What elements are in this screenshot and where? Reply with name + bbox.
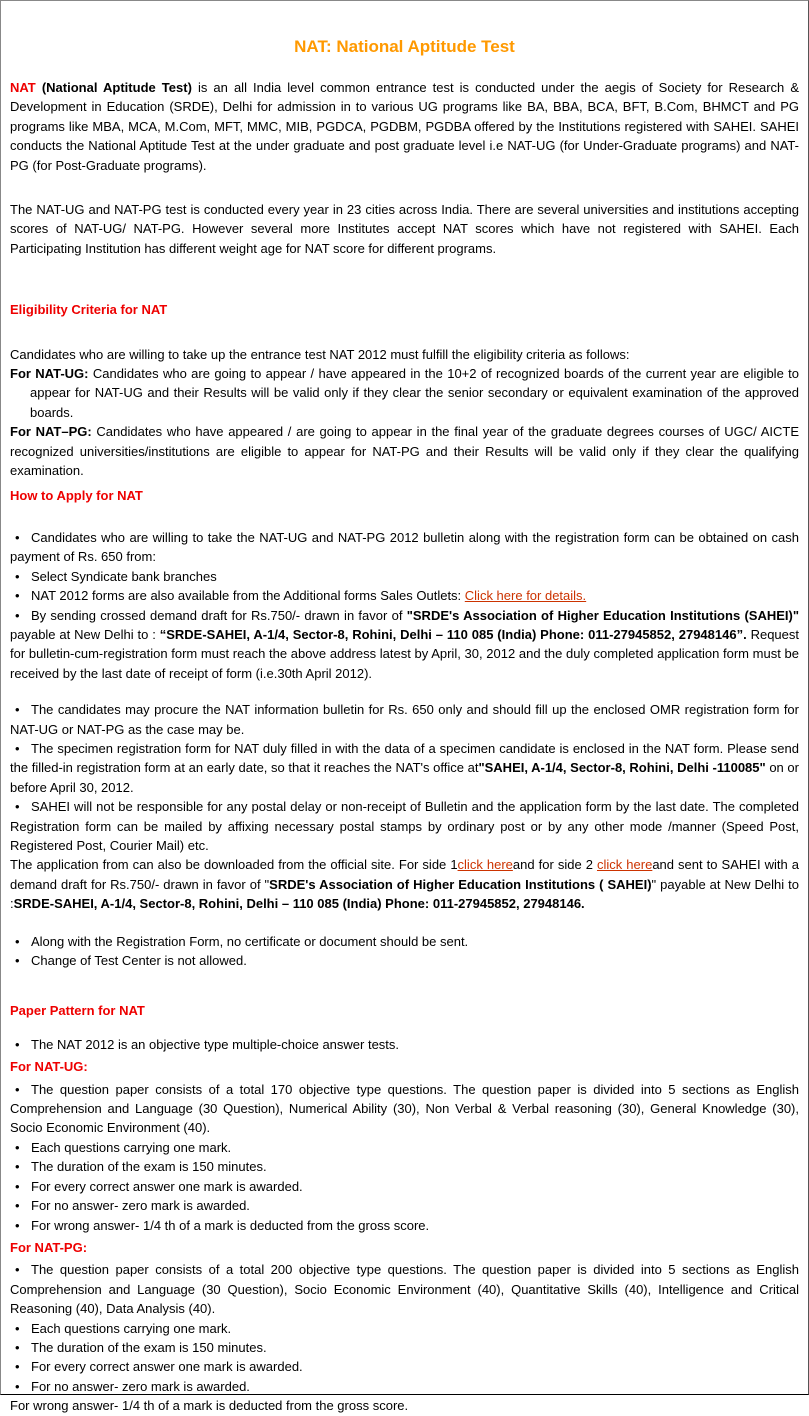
list-item [10, 1319, 799, 1338]
list-item-text: The specimen registration form for NAT duly filled in with the data of a specimen candidate is enclosed in the NAT form. Please send the filled-in registration form at an early date, so that it reaches the NAT's office at [10, 740, 799, 776]
list-item [10, 739, 799, 797]
bullet-icon: • [15, 588, 20, 604]
bullet-icon: • [15, 568, 20, 584]
nat-abbreviation: NAT [10, 80, 36, 95]
sahei-address-bold: “SRDE-SAHEI, A-1/4, Sector-8, Rohini, Delhi – 110 085 (India) Phone: 011-27945852, 27948146”. [159, 626, 747, 642]
list-item-text: Each questions carrying one mark. [31, 1139, 232, 1155]
download-text: and sent to SAHEI with a demand draft for Rs.750/- drawn in favor of " [10, 857, 799, 892]
sahei-office-bold: "SAHEI, A-1/4, Sector-8, Rohini, Delhi -110085" [478, 760, 766, 776]
bullet-icon: • [15, 1081, 20, 1097]
bullet-icon: • [15, 1320, 20, 1336]
overview-paragraph: The NAT-UG and NAT-PG test is conducted every year in 23 cities across India. There are several universities and institutions accepting scores of NAT-UG/ NAT-PG. However several more Institutes accept NAT scores which have not registered with SAHEI. Each Participating Institution has different weight age for NAT score for different programs. [10, 202, 799, 256]
list-item [10, 1157, 799, 1176]
bullet-icon: • [15, 1178, 20, 1194]
bullet-icon: • [15, 1339, 20, 1355]
bullet-icon: • [15, 1159, 20, 1175]
list-item-text: For no answer- zero mark is awarded. [31, 1378, 250, 1394]
list-item [10, 1216, 799, 1235]
list-item-text: SAHEI will not be responsible for any postal delay or non-receipt of Bulletin and the application form by the last date. The completed Registration form can be mailed by affixing necessary postal stamps by ordinary post or by any other mode /manner (Speed Post, Registered Post, Courier Mail) etc. [10, 799, 799, 853]
bullet-icon: • [15, 1036, 20, 1052]
nat-ug-text: Candidates who are going to appear / have appeared in the 10+2 of recognized boards of the current year are eligible to appear for NAT-UG and their Results will be valid only if they clear the senior secondary or equivalent examination of the approved boards. [30, 366, 799, 420]
list-item [10, 932, 799, 951]
list-item [10, 1035, 799, 1054]
download-text: The application from can also be downloaded from the official site. For side 1 [10, 857, 458, 873]
eligibility-ug [10, 364, 799, 422]
list-item [10, 586, 799, 605]
list-item-text: The duration of the exam is 150 minutes. [31, 1339, 267, 1355]
bullet-icon: • [15, 702, 20, 718]
list-item [10, 797, 799, 855]
eligibility-heading: Eligibility Criteria for NAT [10, 302, 168, 318]
bullet-icon: • [15, 953, 20, 969]
list-item-text: By sending crossed demand draft for Rs.750/- drawn in favor of [31, 607, 407, 623]
eligibility-intro: Candidates who are willing to take up the entrance test NAT 2012 must fulfill the eligibility criteria as follows: [10, 346, 630, 362]
final-line: For wrong answer- 1/4 th of a mark is deducted from the gross score. [10, 1398, 409, 1414]
list-item-text: on or before April 30, 2012. [10, 760, 799, 795]
bullet-icon: • [15, 529, 20, 545]
bullet-icon: • [15, 933, 20, 949]
sahei-name-bold: "SRDE's Association of Higher Education Institutions (SAHEI)" [406, 607, 799, 623]
bullet-icon: • [15, 1378, 20, 1394]
details-link[interactable]: Click here for details. [464, 588, 587, 604]
list-item-text: Each questions carrying one mark. [31, 1320, 232, 1336]
pattern-pg-label: For NAT-PG: [10, 1239, 88, 1255]
download-text: " payable at New Delhi to : [10, 876, 799, 912]
list-item-text: NAT 2012 forms are also available from the Additional forms Sales Outlets: [31, 588, 465, 604]
list-item [10, 1338, 799, 1357]
bullet-icon: • [15, 1359, 20, 1375]
list-item [10, 606, 799, 684]
how-to-apply-heading: How to Apply for NAT [10, 487, 143, 503]
sahei-address-bold: SRDE-SAHEI, A-1/4, Sector-8, Rohini, Delhi – 110 085 (India) Phone: 011-27945852, 27948146. [13, 896, 585, 912]
list-item-text: payable at New Delhi to : [10, 626, 160, 642]
list-item-text: The question paper consists of a total 200 objective type questions. The question paper is divided into 5 sections as English Comprehension and Language (30 Question), Socio Economic Environment (40), Quantitative Skills (40), Intelligence and Critical Reasoning (40), Data Analysis (40). [10, 1262, 799, 1317]
list-item-text: Along with the Registration Form, no certificate or document should be sent. [31, 933, 469, 949]
intro-paragraph [10, 78, 799, 175]
list-item-text: The candidates may procure the NAT information bulletin for Rs. 650 only and should fill up the enclosed OMR registration form for NAT-UG or NAT-PG as the case may be. [10, 702, 799, 737]
list-item-text: For every correct answer one mark is awarded. [31, 1359, 303, 1375]
bullet-icon: • [15, 799, 20, 815]
bullet-icon: • [15, 1139, 20, 1155]
nat-pg-label: For NAT–PG: [10, 424, 92, 440]
list-item-text: The duration of the exam is 150 minutes. [31, 1159, 267, 1175]
list-item [10, 1260, 799, 1318]
list-item [10, 700, 799, 739]
list-item-text: For no answer- zero mark is awarded. [31, 1198, 250, 1214]
nat-expansion: (National Aptitude Test) [35, 80, 198, 95]
download-paragraph [10, 855, 799, 913]
list-item-text: For every correct answer one mark is awarded. [31, 1178, 303, 1194]
list-item [10, 1196, 799, 1215]
list-item-text: Candidates who are willing to take the NAT-UG and NAT-PG 2012 bulletin along with the registration form can be obtained on cash payment of Rs. 650 from: [10, 529, 799, 565]
list-item [10, 567, 799, 586]
bullet-icon: • [15, 740, 20, 756]
list-item [10, 1138, 799, 1157]
eligibility-pg [10, 422, 799, 480]
list-item [10, 951, 799, 970]
intro-text: is an all India level common entrance test is conducted under the aegis of Society for Research & Development in Education (SRDE), Delhi for admission in to various UG programs like BA, BBA, BCA, BFT, B.Com, BHMCT and PG programs like MBA, MCA, M.Com, MFT, MMC, MIB, PGDCA, PGDBM, PGDBA offered by the Institutions registered with SAHEI. SAHEI conducts the National Aptitude Test at the under graduate and post graduate level i.e NAT-UG (for Under-Graduate programs) and NAT-PG (for Post-Graduate programs). [10, 80, 799, 173]
bullet-icon: • [15, 1262, 20, 1278]
list-item-text: Select Syndicate bank branches [31, 568, 217, 584]
nat-pg-text: Candidates who have appeared / are going to appear in the final year of the graduate degrees courses of UGC/ AICTE recognized universities/institutions are eligible to appear for NAT-PG and their Results will be valid only if they clear the qualifying examination. [10, 424, 800, 479]
list-item-text: For wrong answer- 1/4 th of a mark is deducted from the gross score. [31, 1217, 430, 1233]
list-item [10, 1177, 799, 1196]
list-item-text: The NAT 2012 is an objective type multiple-choice answer tests. [31, 1036, 400, 1052]
list-item-text: The question paper consists of a total 170 objective type questions. The question paper is divided into 5 sections as English Comprehension and Language (30 Question), Numerical Ability (30), Non Verbal & Verbal reasoning (30), General Knowledge (30), Socio Economic Environment (40). [10, 1081, 799, 1136]
bullet-icon: • [15, 1198, 20, 1214]
pattern-ug-label: For NAT-UG: [10, 1059, 88, 1075]
download-text: and for side 2 [512, 857, 597, 873]
side2-link[interactable]: click here [596, 857, 653, 873]
bullet-icon: • [15, 607, 20, 623]
nat-ug-label: For NAT-UG: [10, 366, 89, 382]
paper-pattern-heading: Paper Pattern for NAT [10, 1003, 145, 1019]
list-item [10, 1377, 799, 1396]
sahei-name-bold: SRDE's Association of Higher Education Institutions ( SAHEI) [269, 876, 652, 892]
list-item-text: Change of Test Center is not allowed. [31, 953, 247, 969]
page-title: NAT: National Aptitude Test [294, 37, 515, 56]
list-item [10, 1080, 799, 1138]
list-item [10, 1357, 799, 1376]
list-item [10, 528, 799, 567]
list-item-text: Request for bulletin-cum-registration form must reach the above address latest by April, 30, 2012 and the duly completed application form must be received by the last date of receipt of form (i.e.30th April 2012). [10, 626, 799, 681]
bullet-icon: • [15, 1217, 20, 1233]
side1-link[interactable]: click here [457, 857, 513, 873]
